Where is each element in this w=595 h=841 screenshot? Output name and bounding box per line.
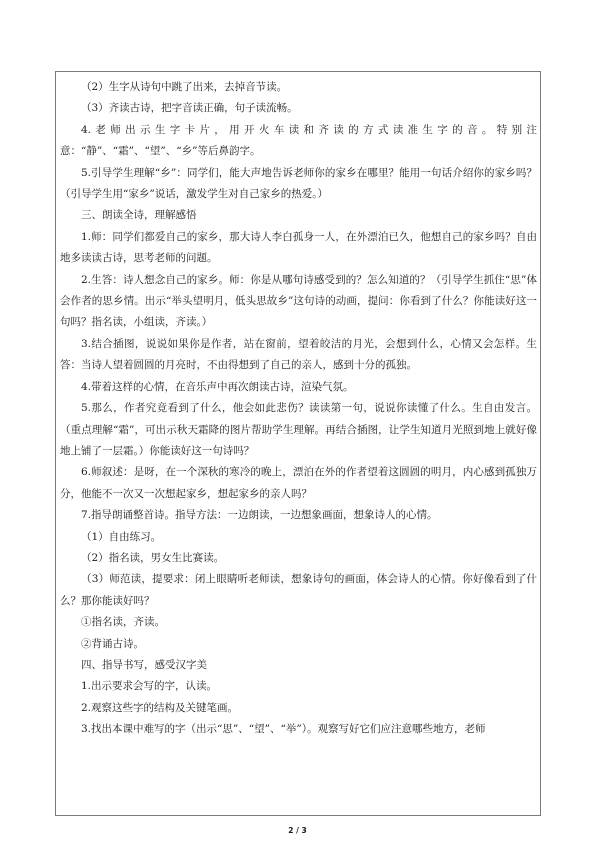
paragraph: （2）生字从诗句中跳了出来，去掉音节读。 [81, 81, 288, 93]
paragraph: 5.那么，作者究竟看到了什么，他会如此悲伤？读读第一句，说说你读懂了什么。生自由发言。（重点理解“霜”，可出示秋天霜降的图片帮助学生理解。再结合插图，让学生知道月光照到地上就好像地上铺了一层霜。）你能读好这一句诗吗？ [60, 402, 537, 457]
paragraph: （3）师范读，提要求：闭上眼睛听老师读，想象诗句的画面，体会诗人的心情。你好像看到了什么？那你能读好吗？ [60, 573, 537, 607]
paragraph: 5.引导学生理解“乡”：同学们，能大声地告诉老师你的家乡在哪里？能用一句话介绍你的家乡吗？（引导学生用“家乡”说话，激发学生对自己家乡的热爱。） [60, 166, 537, 201]
paragraph: 3.结合插图，说说如果你是作者，站在窗前，望着皎洁的月光，会想到什么，心情又会怎样。生答：当诗人望着圆圆的月亮时，不由得想到了自己的亲人，感到十分的孤独。 [60, 337, 537, 372]
paragraph: 6.师叙述：是呀，在一个深秋的寒冷的晚上，漂泊在外的作者望着这圆圆的明月，内心感到孤独万分，他能不一次又一次想起家乡，想起家乡的亲人吗？ [60, 466, 537, 500]
paragraph: ②背诵古诗。 [81, 637, 144, 650]
page-number: 2 / 3 [288, 826, 307, 835]
paragraph: 4.带着这样的心情，在音乐声中再次朗读古诗，渲染气氛。 [81, 380, 354, 393]
paragraph: 2.观察这些字的结构及关键笔画。 [81, 701, 239, 714]
paragraph: 1.师：同学们都爱自己的家乡，那大诗人李白孤身一人，在外漂泊已久，他想自己的家乡吗？自由地多读读古诗，思考老师的问题。 [60, 230, 537, 265]
paragraph: （2）指名读，男女生比赛读。 [81, 551, 225, 564]
paragraph: 1.出示要求会写的字，认读。 [81, 680, 218, 693]
lesson-plan-table-cell [55, 71, 541, 816]
paragraph: （3）齐读古诗，把字音读正确，句子读流畅。 [81, 102, 298, 115]
paragraph: （1）自由练习。 [81, 530, 162, 543]
paragraph: 7.指导朗诵整首诗。指导方法：一边朗读，一边想象画面，想象诗人的心情。 [81, 509, 438, 522]
document-body [56, 72, 540, 741]
paragraph: 4.老师出示生字卡片，用开火车读和齐读的方式读准生字的音。特别注意：“静”、“霜”、“望”、“乡”等后鼻韵字。 [60, 123, 537, 158]
section-heading: 四、指导书写，感受汉字美 [81, 658, 207, 671]
paragraph: 2.生答：诗人想念自己的家乡。师：你是从哪句诗感受到的？怎么知道的？（引导学生抓住“思”体会作者的思乡情。出示“举头望明月，低头思故乡”这句诗的动画，提问：你看到了什么？你能读好这一句吗？指名读，小组读，齐读。） [60, 273, 537, 329]
paragraph: ①指名读，齐读。 [81, 616, 165, 629]
paragraph: 3.找出本课中难写的字（出示“思”、“望”、“举”）。观察写好它们应注意哪些地方，老师 [81, 723, 486, 736]
section-heading: 三、朗读全诗，理解感悟 [81, 209, 197, 222]
